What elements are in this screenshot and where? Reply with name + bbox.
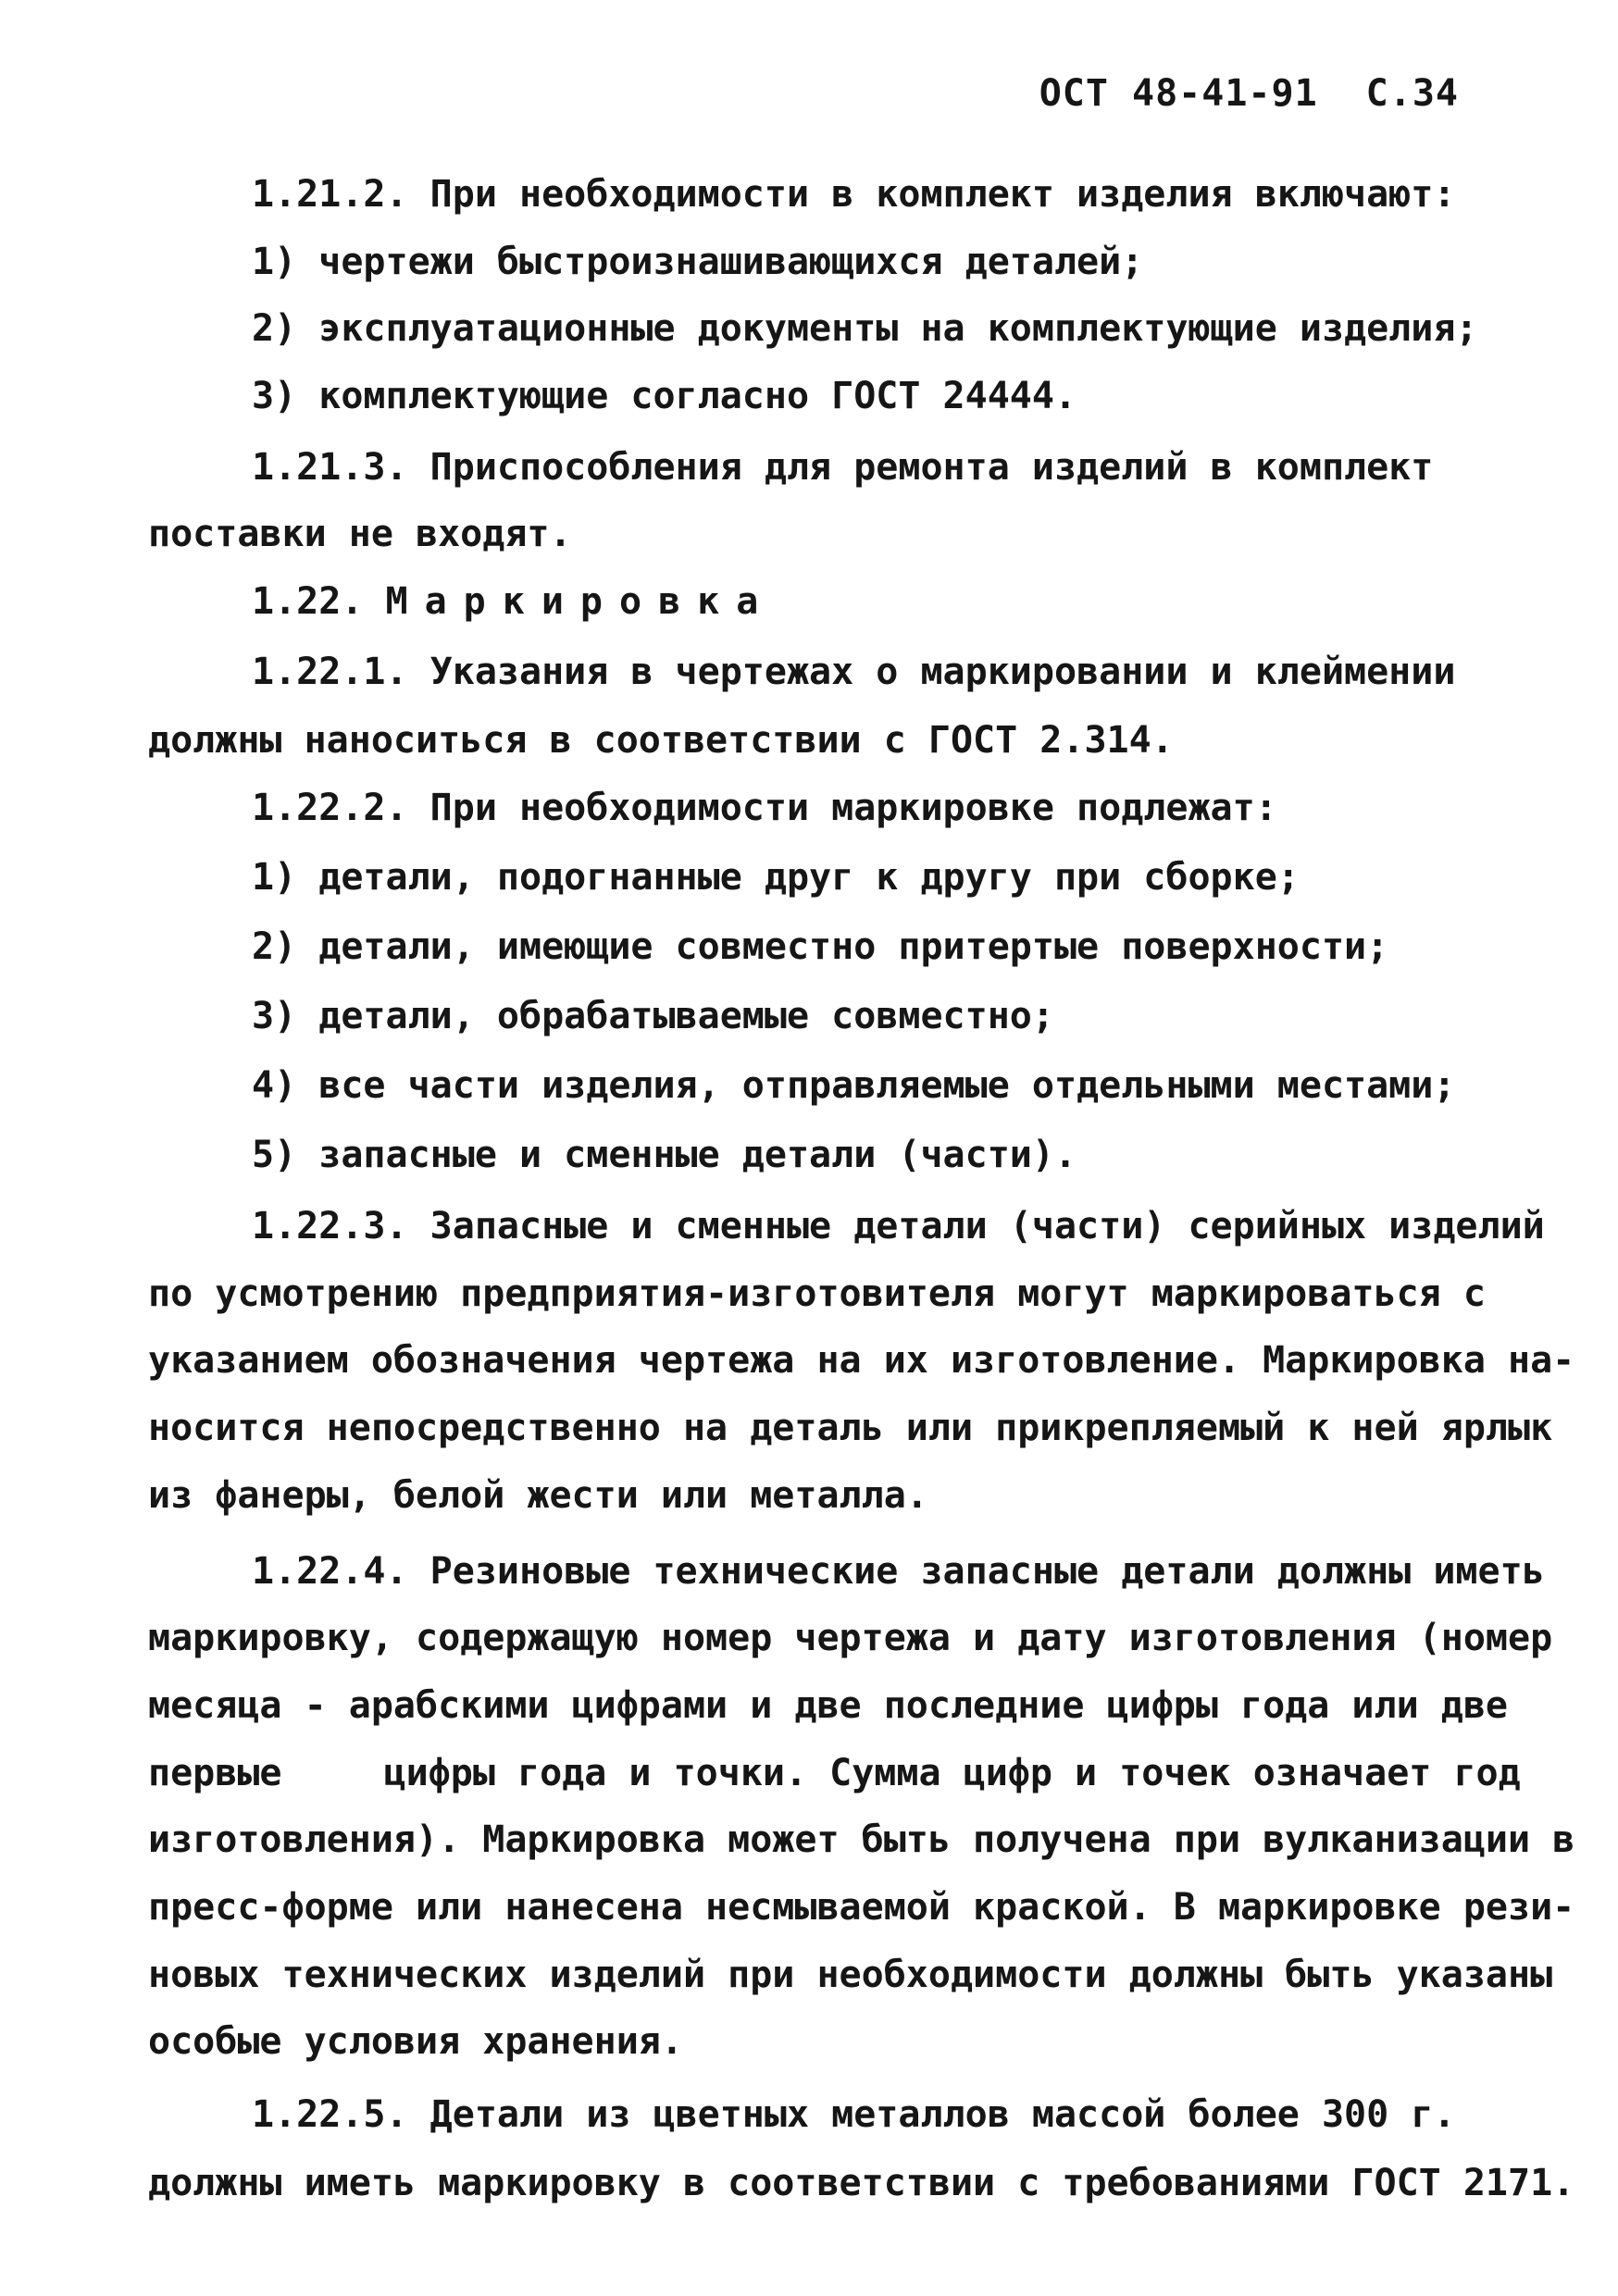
paragraph-word: первые xyxy=(148,1752,282,1794)
list-item-3: 3) детали, обрабатываемые совместно; xyxy=(252,995,1054,1037)
clause-1-22-3: 1.22.3. Запасные и сменные детали (части) серийных изделий xyxy=(252,1205,1545,1247)
paragraph-line: из фанеры, белой жести или металла. xyxy=(148,1474,928,1517)
list-item-4: 4) все части изделия, отправляемые отдельными местами; xyxy=(252,1064,1456,1107)
paragraph-line: новых технических изделий при необходимости должны быть указаны xyxy=(148,1954,1553,1996)
paragraph-line: должны наноситься в соответствии с ГОСТ 2.314. xyxy=(148,719,1174,762)
clause-1-22-2: 1.22.2. При необходимости маркировке подлежат: xyxy=(252,787,1277,829)
section-number: 1.22. xyxy=(252,580,364,623)
page-header xyxy=(1039,72,1459,115)
paragraph-line: должны иметь маркировку в соответствии с требованиями ГОСТ 2171. xyxy=(148,2162,1575,2204)
list-item-2: 2) эксплуатационные документы на комплектующие изделия; xyxy=(252,307,1478,350)
paragraph-fragment: цифры года и точки. Сумма цифр и точек означает год xyxy=(383,1752,1521,1794)
section-heading xyxy=(252,580,776,623)
clause-1-22-5: 1.22.5. Детали из цветных металлов массой более 300 г. xyxy=(252,2093,1456,2136)
paragraph-line: поставки не входят. xyxy=(148,513,572,555)
paragraph-line: особые условия хранения. xyxy=(148,2020,683,2063)
paragraph-line: изготовления). Маркировка может быть получена при вулканизации в xyxy=(148,1818,1575,1861)
page-number: С.34 xyxy=(1365,72,1459,115)
paragraph-line: месяца - арабскими цифрами и две последние цифры года или две xyxy=(148,1684,1509,1727)
paragraph-line: по усмотрению предприятия-изготовителя могут маркироваться с xyxy=(148,1272,1486,1315)
section-title: Маркировка xyxy=(385,580,776,623)
paragraph-line: указанием обозначения чертежа на их изготовление. Маркировка на- xyxy=(148,1339,1575,1382)
list-item-2: 2) детали, имеющие совместно притертые поверхности; xyxy=(252,925,1389,968)
paragraph-line: носится непосредственно на деталь или прикрепляемый к ней ярлык xyxy=(148,1407,1553,1449)
paragraph-line xyxy=(148,1752,1521,1794)
clause-1-22-1: 1.22.1. Указания в чертежах о маркировании и клеймении xyxy=(252,651,1456,693)
paragraph-line: пресс-форме или нанесена несмываемой краской. В маркировке рези- xyxy=(148,1886,1575,1929)
list-item-5: 5) запасные и сменные детали (части). xyxy=(252,1134,1077,1176)
list-item-3: 3) комплектующие согласно ГОСТ 24444. xyxy=(252,375,1077,417)
list-item-1: 1) чертежи быстроизнашивающихся деталей; xyxy=(252,241,1144,283)
list-item-1: 1) детали, подогнанные друг к другу при сборке; xyxy=(252,856,1300,899)
clause-1-22-4: 1.22.4. Резиновые технические запасные детали должны иметь xyxy=(252,1550,1545,1593)
clause-1-21-2: 1.21.2. При необходимости в комплект изделия включают: xyxy=(252,173,1456,216)
document-code: ОСТ 48-41-91 xyxy=(1039,72,1318,115)
clause-1-21-3: 1.21.3. Приспособления для ремонта изделий в комплект xyxy=(252,446,1434,489)
paragraph-line: маркировку, содержащую номер чертежа и дату изготовления (номер xyxy=(148,1617,1553,1659)
